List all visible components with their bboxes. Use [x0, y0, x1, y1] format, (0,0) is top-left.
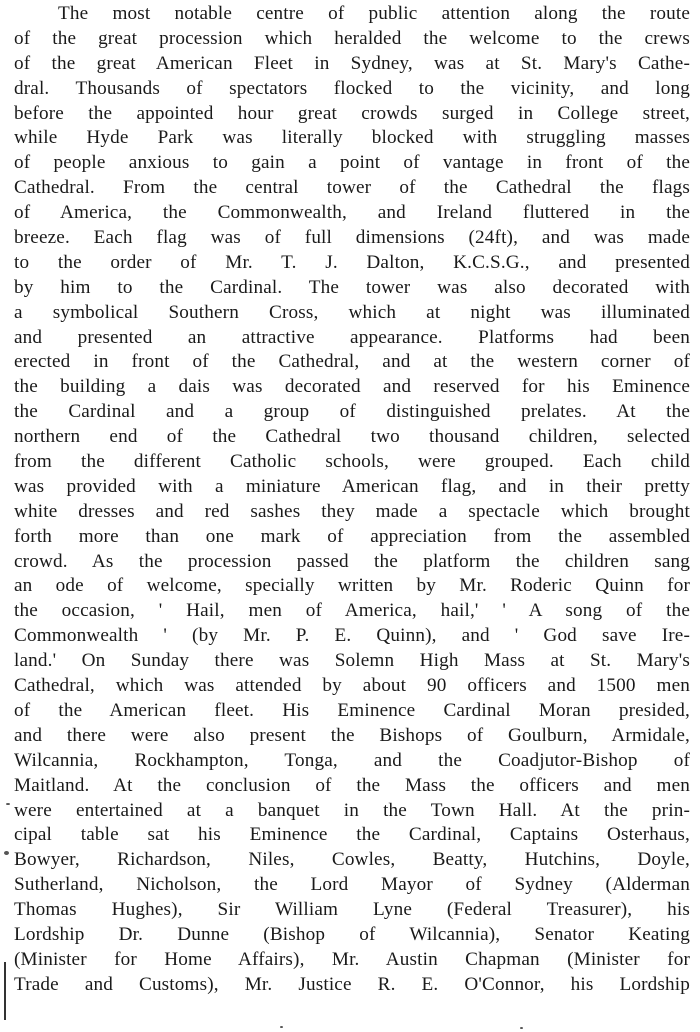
- text-line: Wilcannia, Rockhampton, Tonga, and the Coadjutor-Bishop of: [14, 749, 690, 771]
- print-speck: [520, 1027, 523, 1029]
- text-line: an ode of welcome, specially written by Mr. Roderic Quinn for: [14, 575, 690, 597]
- text-line: of people anxious to gain a point of vantage in front of the: [14, 152, 690, 174]
- text-line: northern end of the Cathedral two thousand children, selected: [14, 426, 690, 448]
- text-line: before the appointed hour great crowds surged in College street,: [14, 102, 690, 124]
- text-line: Commonwealth ' (by Mr. P. E. Quinn), and ' God save Ire-: [14, 625, 690, 647]
- text-line: a symbolical Southern Cross, which at night was illuminated: [14, 301, 690, 323]
- text-line: Thomas Hughes), Sir William Lyne (Federal Treasurer), his: [14, 899, 690, 921]
- text-line: of the American fleet. His Eminence Cardinal Moran presided,: [14, 699, 690, 721]
- text-line: land.' On Sunday there was Solemn High Mass at St. Mary's: [14, 650, 690, 672]
- text-line: were entertained at a banquet in the Town Hall. At the prin-: [14, 799, 690, 821]
- print-speck: [280, 1026, 283, 1028]
- text-line: was provided with a miniature American flag, and in their pretty: [14, 475, 690, 497]
- text-line: Bowyer, Richardson, Niles, Cowles, Beatty, Hutchins, Doyle,: [14, 849, 690, 871]
- text-line: Trade and Customs), Mr. Justice R. E. O'Connor, his Lordship: [14, 973, 690, 995]
- text-line: The most notable centre of public attention along the route: [58, 3, 690, 24]
- text-line: the occasion, ' Hail, men of America, hail,' ' A song of the: [14, 600, 690, 622]
- print-speck: [4, 851, 9, 855]
- margin-rule: [4, 962, 6, 1020]
- text-line: and presented an attractive appearance. Platforms had been: [14, 326, 690, 348]
- text-line: the building a dais was decorated and reserved for his Eminence: [14, 376, 690, 398]
- text-line: of America, the Commonwealth, and Ireland fluttered in the: [14, 202, 690, 224]
- text-line: of the great procession which heralded the welcome to the crews: [14, 27, 690, 49]
- print-speck: [6, 803, 10, 805]
- text-line: from the different Catholic schools, were grouped. Each child: [14, 451, 690, 473]
- text-line: Cathedral. From the central tower of the Cathedral the flags: [14, 177, 690, 199]
- text-line: Cathedral, which was attended by about 90 officers and 1500 men: [14, 675, 690, 697]
- text-line: dral. Thousands of spectators flocked to the vicinity, and long: [14, 77, 690, 99]
- text-line: the Cardinal and a group of distinguished prelates. At the: [14, 401, 690, 423]
- text-line: while Hyde Park was literally blocked with struggling masses: [14, 127, 690, 149]
- text-line: (Minister for Home Affairs), Mr. Austin Chapman (Minister for: [14, 948, 690, 970]
- text-line: erected in front of the Cathedral, and at the western corner of: [14, 351, 690, 373]
- text-line: of the great American Fleet in Sydney, was at St. Mary's Cathe-: [14, 52, 690, 74]
- text-line: Maitland. At the conclusion of the Mass the officers and men: [14, 774, 690, 796]
- text-line: Sutherland, Nicholson, the Lord Mayor of Sydney (Alderman: [14, 874, 690, 896]
- text-line: to the order of Mr. T. J. Dalton, K.C.S.G., and presented: [14, 251, 690, 273]
- text-line: by him to the Cardinal. The tower was also decorated with: [14, 276, 690, 298]
- article-body: [14, 2, 690, 998]
- text-line: cipal table sat his Eminence the Cardinal, Captains Osterhaus,: [14, 824, 690, 846]
- text-line: forth more than one mark of appreciation from the assembled: [14, 525, 690, 547]
- text-line: breeze. Each flag was of full dimensions (24ft), and was made: [14, 227, 690, 249]
- text-line: and there were also present the Bishops of Goulburn, Armidale,: [14, 724, 690, 746]
- text-line: crowd. As the procession passed the platform the children sang: [14, 550, 690, 572]
- text-line: white dresses and red sashes they made a spectacle which brought: [14, 500, 690, 522]
- text-line: Lordship Dr. Dunne (Bishop of Wilcannia), Senator Keating: [14, 923, 690, 945]
